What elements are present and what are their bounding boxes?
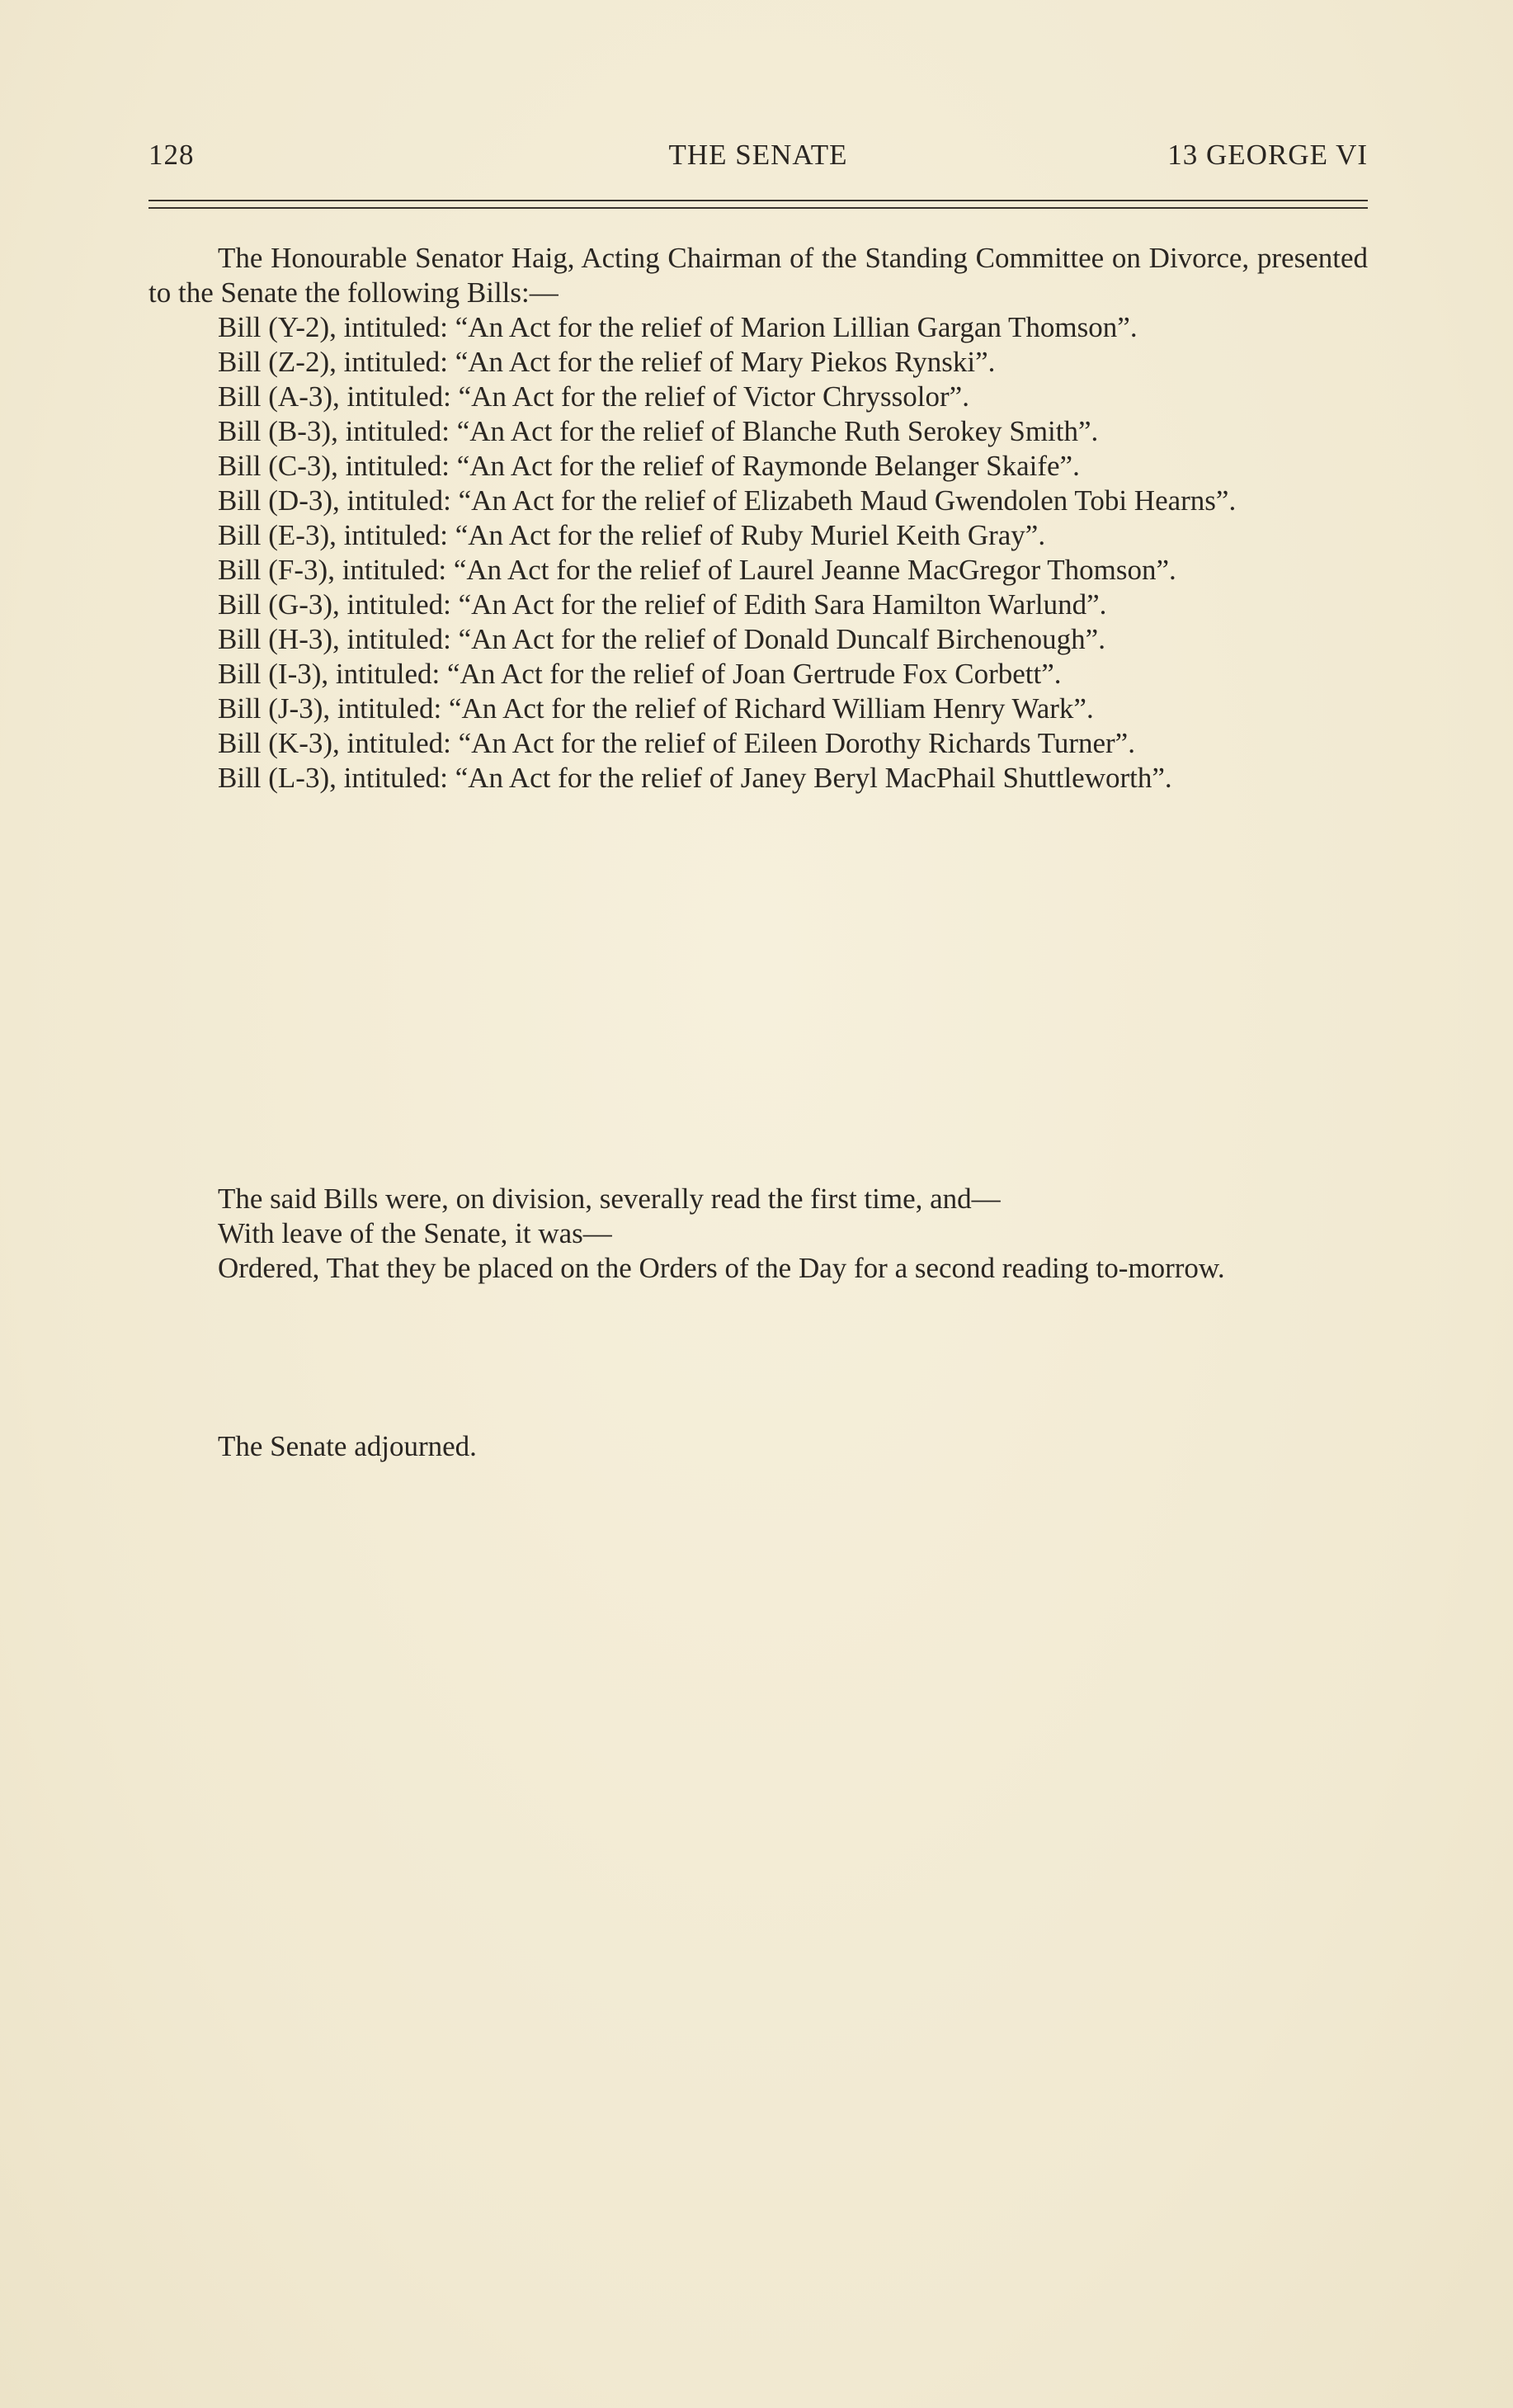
bill-y2: Bill (Y-2), intituled: “An Act for the relief of Marion Lillian Gargan Thomson”. — [218, 311, 1138, 343]
bill-k3: Bill (K-3), intituled: “An Act for the relief of Eileen Dorothy Richards Turner”. — [218, 727, 1135, 759]
bill-f3: Bill (F-3), intituled: “An Act for the relief of Laurel Jeanne MacGregor Thomson”. — [218, 554, 1176, 586]
ordered-paragraph: Ordered, That they be placed on the Orders of the Day for a second reading to-morrow. — [218, 1252, 1225, 1284]
bill-e3: Bill (E-3), intituled: “An Act for the relief of Ruby Muriel Keith Gray”. — [218, 519, 1046, 551]
bill-a3: Bill (A-3), intituled: “An Act for the relief of Victor Chryssolor”. — [218, 380, 969, 413]
bills-section — [148, 241, 1368, 796]
bill-g3: Bill (G-3), intituled: “An Act for the relief of Edith Sara Hamilton Warlund”. — [218, 588, 1107, 621]
bill-b3: Bill (B-3), intituled: “An Act for the relief of Blanche Ruth Serokey Smith”. — [218, 415, 1099, 447]
first-reading-paragraph: The said Bills were, on division, severally read the first time, and— — [218, 1183, 1001, 1215]
bill-l3: Bill (L-3), intituled: “An Act for the relief of Janey Beryl MacPhail Shuttleworth”. — [218, 762, 1172, 794]
header-rule-top — [148, 200, 1368, 201]
bill-j3: Bill (J-3), intituled: “An Act for the relief of Richard William Henry Wark”. — [218, 692, 1094, 725]
leave-paragraph: With leave of the Senate, it was— — [218, 1217, 612, 1249]
header-rule-bottom — [148, 207, 1368, 209]
page-title: THE SENATE — [668, 139, 848, 171]
closing-section — [148, 1182, 1368, 1286]
bill-i3: Bill (I-3), intituled: “An Act for the relief of Joan Gertrude Fox Corbett”. — [218, 658, 1062, 690]
bill-c3: Bill (C-3), intituled: “An Act for the relief of Raymonde Belanger Skaife”. — [218, 450, 1080, 482]
regnal-year: 13 GEORGE VI — [1167, 139, 1368, 171]
bill-d3: Bill (D-3), intituled: “An Act for the relief of Elizabeth Maud Gwendolen Tobi Hearns”. — [218, 484, 1237, 517]
page-number: 128 — [148, 139, 195, 171]
bill-z2: Bill (Z-2), intituled: “An Act for the relief of Mary Piekos Rynski”. — [218, 346, 996, 378]
intro-paragraph: The Honourable Senator Haig, Acting Chairman of the Standing Committee on Divorce, presented to the Senate the following Bills:— — [148, 242, 1368, 309]
page-header — [148, 139, 1368, 180]
adjourned-line: The Senate adjourned. — [218, 1430, 477, 1462]
bill-h3: Bill (H-3), intituled: “An Act for the relief of Donald Duncalf Birchenough”. — [218, 623, 1105, 655]
